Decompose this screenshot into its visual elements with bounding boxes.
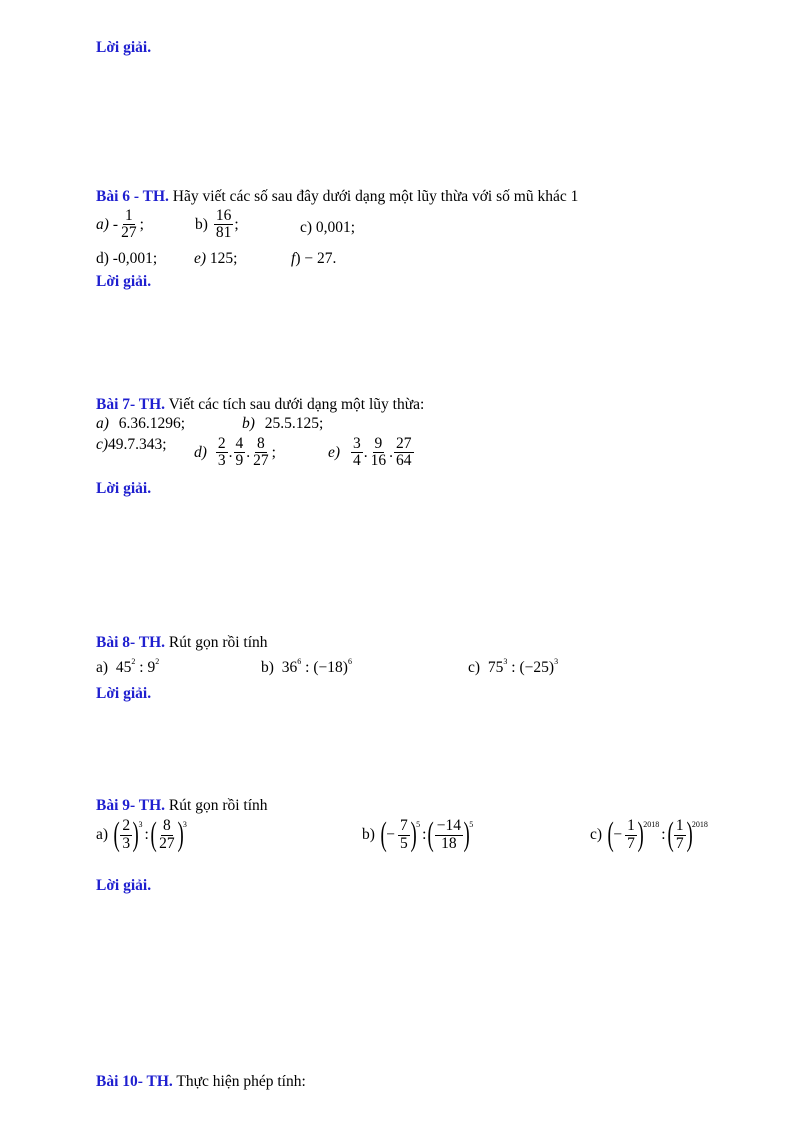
- bai7-e-fraction-3: [394, 436, 414, 470]
- bai8-a-base-2: 9: [147, 659, 156, 676]
- bai7-a: [96, 415, 185, 433]
- bai7-text: Viết các tích sau dưới dạng một lũy thừa:: [168, 396, 425, 413]
- bai8-c-exp-2: 3: [554, 657, 559, 666]
- bai6-f: [291, 250, 336, 268]
- bai7-e-den-3: 64: [396, 452, 412, 470]
- bai7-title: Bài 7- TH.: [96, 396, 166, 413]
- bai8-c-base-2: (−25): [519, 659, 555, 676]
- bai6-a-fraction: [119, 208, 139, 242]
- bai6-f-value: ) − 27.: [295, 250, 337, 267]
- bai9-c-minus: −: [613, 826, 623, 843]
- bai9-title: Bài 9- TH.: [96, 797, 166, 814]
- bai9-a-label: a): [96, 826, 109, 843]
- left-paren-icon: (: [667, 816, 674, 853]
- solution-label: Lời giải.: [96, 273, 152, 290]
- bai6-f-label: f: [291, 250, 296, 267]
- bai9-b-minus: −: [386, 826, 395, 843]
- bai6-heading: [96, 188, 578, 206]
- bai9-a-den-2: 27: [159, 834, 175, 852]
- bai7-d-den-2: 9: [235, 452, 244, 470]
- bai8-text: Rút gọn rồi tính: [168, 634, 268, 651]
- bai7-e-den-2: 16: [370, 452, 387, 470]
- bai8-a-exp-1: 2: [131, 657, 136, 666]
- bai9-a-den-1: 3: [122, 834, 131, 852]
- bai9-b: [362, 818, 473, 852]
- bai9-c-exp-2: 2018: [691, 820, 708, 829]
- bai9-c-colon: :: [661, 826, 666, 843]
- bai7-e-fraction-2: [369, 436, 389, 470]
- bai6-e-label: e): [194, 250, 207, 267]
- bai7-d-den-1: 3: [217, 452, 226, 470]
- bai10-title: Bài 10- TH.: [96, 1073, 173, 1090]
- bai6-a-denominator: 27: [121, 224, 137, 242]
- bai8-c-exp-1: 3: [503, 657, 508, 666]
- bai8-b: [261, 659, 352, 677]
- bai7-d: d) $\frac{2}{3}$ . $\frac{4}{9}$ . $\frac{8}{27}$ ;: [194, 435, 276, 470]
- bai7-a-label: a): [96, 415, 109, 432]
- bai9-a-num-2: 8: [162, 817, 171, 835]
- bai6-text: Hãy viết các số sau đây dưới dạng một lũy thừa với số mũ khác 1: [172, 188, 579, 205]
- bai8-a-label: a): [96, 659, 109, 676]
- bai8-b-base-1: 36: [281, 659, 298, 676]
- bai7-e-num-1: 3: [353, 435, 361, 452]
- bai7-row2: [96, 436, 167, 454]
- bai6-title: Bài 6 - TH.: [96, 188, 169, 205]
- bai7-e-label: e): [328, 443, 341, 461]
- bai8-b-label: b): [261, 659, 274, 676]
- bai9-c-label: c): [590, 826, 603, 843]
- bai8-c: [468, 659, 558, 677]
- bai7-a-value: 6.36.1296;: [118, 415, 186, 432]
- bai7-e: e) $\frac{3}{4}$ . $\frac{9}{16}$ . $\frac{27}{64}$: [328, 435, 412, 470]
- bai7-d-fraction-1: [216, 436, 228, 470]
- bai6-a-numerator: 1: [124, 207, 133, 224]
- bai9-c-fraction-2: [674, 818, 686, 852]
- right-paren-icon: ): [637, 816, 644, 853]
- bai6-b-fraction: [214, 208, 234, 242]
- bai9-b-den-1: 5: [400, 834, 408, 852]
- bai8-a-base-1: 45: [115, 659, 132, 676]
- bai8-b-exp-2: 6: [347, 657, 352, 666]
- solution-label: Lời giải.: [96, 480, 152, 497]
- bai6-c: c) 0,001;: [300, 219, 356, 236]
- bai6-b-end: ;: [234, 215, 239, 233]
- bai7-e-num-2: 9: [374, 435, 383, 452]
- bai7-e-num-3: 27: [396, 435, 412, 452]
- bai6-d: d) -0,001;: [96, 250, 158, 267]
- bai9-b-exp-1: 5: [416, 820, 421, 829]
- bai7-d-fraction-3: [251, 436, 271, 470]
- bai9-a-exp-2: 3: [182, 820, 187, 829]
- bai8-b-exp-1: 6: [297, 657, 302, 666]
- bai6-b-denominator: 81: [215, 224, 232, 242]
- bai9-a-exp-1: 3: [138, 820, 143, 829]
- bai7-d-num-3: 8: [257, 435, 265, 452]
- bai8-a-colon: :: [135, 659, 148, 676]
- bai6-b: [195, 208, 239, 242]
- bai9-b-fraction-2: [435, 818, 463, 852]
- left-paren-icon: (: [427, 816, 435, 853]
- bai7-c-value: 49.7.343;: [108, 436, 167, 453]
- bai10-heading: [96, 1073, 306, 1091]
- right-paren-icon: ): [686, 816, 693, 853]
- bai6-e-value: 125;: [206, 250, 238, 267]
- bai9-c-num-1: 1: [627, 817, 635, 835]
- left-paren-icon: (: [607, 816, 614, 853]
- bai9-a-fraction-2: [157, 818, 177, 852]
- bai7-d-fraction-2: [234, 436, 246, 470]
- bai8-title: Bài 8- TH.: [96, 634, 166, 651]
- bai6-e: [194, 250, 237, 268]
- bai9-text: Rút gọn rồi tính: [168, 797, 268, 814]
- left-paren-icon: (: [380, 816, 387, 853]
- bai9-a-fraction-1: [120, 818, 132, 852]
- solution-label: Lời giải.: [96, 39, 152, 56]
- bai7-e-den-1: 4: [353, 452, 361, 470]
- bai9-c: [590, 818, 708, 852]
- bai8-c-base-1: 75: [487, 659, 504, 676]
- bai9-c-exp-1: 2018: [643, 820, 660, 829]
- bai9-a: [96, 818, 187, 852]
- bai9-b-exp-2: 5: [469, 820, 474, 829]
- bai7-heading: [96, 396, 424, 414]
- bai6-row1: [96, 208, 144, 242]
- solution-label: Lời giải.: [96, 877, 152, 894]
- bai7-b: [242, 415, 323, 433]
- bai8-b-colon: :: [301, 659, 314, 676]
- bai8-c-label: c): [468, 659, 481, 676]
- right-paren-icon: ): [410, 816, 417, 853]
- bai6-a-minus: -: [112, 215, 119, 233]
- bai9-b-colon: :: [422, 826, 427, 843]
- bai7-e-fraction-1: [351, 436, 363, 470]
- bai9-b-den-2: 18: [441, 834, 457, 852]
- bai9-c-num-2: 1: [675, 817, 684, 835]
- bai9-b-num-1: 7: [400, 817, 408, 835]
- bai7-b-label: b): [242, 415, 255, 432]
- bai7-c-label: c): [96, 436, 109, 453]
- bai9-b-label: b): [362, 826, 375, 843]
- bai7-d-num-2: 4: [235, 435, 244, 452]
- right-paren-icon: ): [177, 816, 184, 853]
- bai8-c-colon: :: [507, 659, 520, 676]
- bai8-b-base-2: (−18): [313, 659, 348, 676]
- bai7-d-den-3: 27: [253, 452, 269, 470]
- left-paren-icon: (: [150, 816, 157, 853]
- bai8-a: [96, 659, 159, 677]
- bai8-heading: [96, 634, 268, 652]
- bai9-c-den-1: 7: [627, 834, 635, 852]
- bai9-a-num-1: 2: [122, 817, 131, 835]
- bai9-c-den-2: 7: [675, 834, 684, 852]
- bai10-text: Thực hiện phép tính:: [176, 1073, 306, 1090]
- bai9-heading: [96, 797, 268, 815]
- bai8-a-exp-2: 2: [155, 657, 160, 666]
- solution-label: Lời giải.: [96, 685, 152, 702]
- bai7-d-label: d): [194, 443, 207, 461]
- left-paren-icon: (: [113, 816, 120, 853]
- bai6-a-end: ;: [139, 215, 144, 233]
- bai9-b-fraction-1: [398, 818, 410, 852]
- bai7-b-value: 25.5.125;: [264, 415, 324, 432]
- right-paren-icon: ): [132, 816, 139, 853]
- bai9-c-fraction-1: [625, 818, 637, 852]
- bai7-d-end: ;: [271, 443, 276, 461]
- bai6-b-numerator: 16: [215, 207, 232, 224]
- bai9-b-num-2: −14: [436, 817, 461, 835]
- bai6-b-label: b): [195, 215, 208, 233]
- bai9-a-colon: :: [144, 826, 149, 843]
- bai7-d-num-1: 2: [217, 435, 226, 452]
- right-paren-icon: ): [463, 816, 470, 853]
- bai6-a-label: a): [96, 215, 109, 233]
